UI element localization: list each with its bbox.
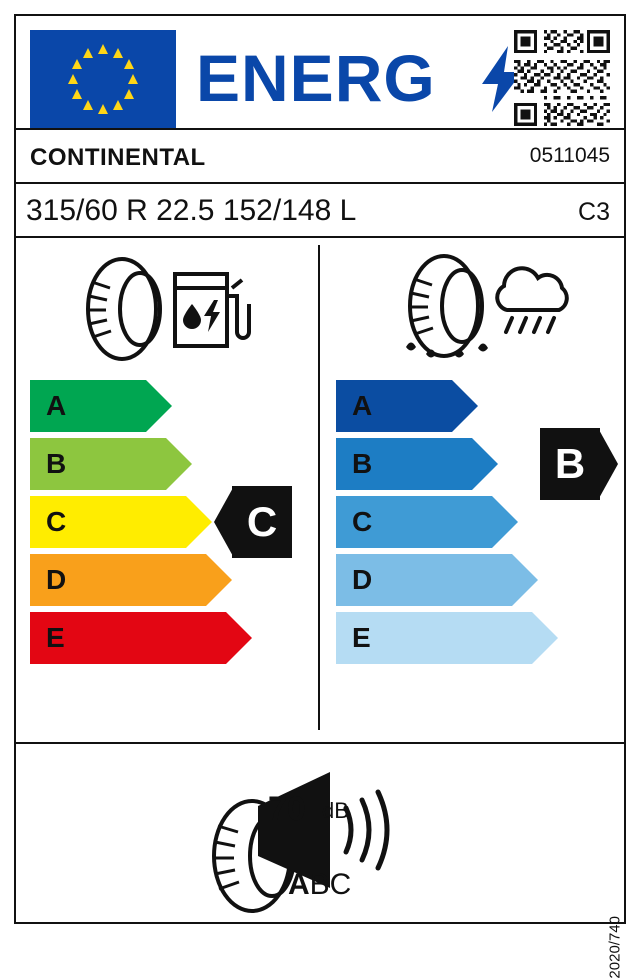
qr-code-icon [514,30,610,126]
label-header [16,16,624,128]
eu-star-icon [113,48,123,58]
eu-star-icon [83,100,93,110]
wet-grade-row [336,554,596,606]
grade-arrow-tip [146,380,172,432]
regulation-reference: 2020/740 [607,916,624,979]
wet-selected-letter: B [554,440,586,487]
wet-selected-marker [540,428,618,500]
noise-class-rest: BC [309,868,352,901]
eu-star-icon [83,48,93,58]
fuel-grade-b [30,438,166,490]
noise-unit: dB [322,798,349,823]
grade-arrow-tip [166,438,192,490]
fuel-selected-letter: C [246,498,278,545]
wet-grade-letter: C [352,506,373,537]
eu-star-icon [68,74,78,84]
eu-star-icon [124,89,134,99]
wet-grade-letter: E [352,622,371,653]
fuel-pump-tyre-icon [80,252,250,362]
noise-section [0,748,640,924]
wet-grade-row [336,380,596,432]
brand-divider [16,182,624,184]
grade-arrow-tip [206,554,232,606]
fuel-grade-letter: B [46,448,67,479]
tyre-class: C3 [578,198,610,226]
fuel-grade-letter: D [46,564,67,595]
fuel-grade-letter: E [46,622,65,653]
grade-arrow-tip [186,496,212,548]
eu-star-icon [113,100,123,110]
eu-star-icon [72,89,82,99]
eu-star-icon [98,44,108,54]
eu-star-icon [124,59,134,69]
fuel-grade-d [30,554,206,606]
fuel-grade-row [30,612,290,664]
fuel-grade-row [30,554,290,606]
wet-grade-b [336,438,472,490]
noise-class-selected: A [288,868,310,901]
tyre-size: 315/60 R 22.5 152/148 L [26,194,357,227]
center-divider [318,245,320,730]
header-divider [16,128,624,130]
product-code: 0511045 [529,144,610,167]
fuel-grade-a [30,380,146,432]
speaker-tyre-icon [200,768,440,928]
noise-value: 70 [268,790,306,828]
noise-divider [16,742,624,744]
wet-grip-scale [336,380,596,670]
eu-flag-icon [30,30,176,128]
grade-arrow-tip [492,496,518,548]
wet-grade-letter: A [352,390,373,421]
eu-star-icon [72,59,82,69]
energy-wordmark: ENERG [196,41,436,115]
wet-grade-row [336,496,596,548]
grade-arrow-tip [226,612,252,664]
wet-grade-letter: D [352,564,373,595]
wet-grade-d [336,554,512,606]
fuel-grade-letter: A [46,390,67,421]
fuel-grade-row [30,438,290,490]
grade-arrow-tip [452,380,478,432]
grade-arrow-tip [472,438,498,490]
brand-name: CONTINENTAL [30,144,206,171]
wet-grade-e [336,612,532,664]
grade-arrow-tip [512,554,538,606]
rain-cloud-tyre-icon [396,252,576,367]
eu-star-icon [128,74,138,84]
grade-arrow-tip [532,612,558,664]
wet-grade-row [336,612,596,664]
fuel-grade-letter: C [46,506,67,537]
wet-grade-letter: B [352,448,373,479]
wet-grade-a [336,380,452,432]
fuel-grade-e [30,612,226,664]
wet-grade-c [336,496,492,548]
size-divider [16,236,624,238]
fuel-grade-row [30,380,290,432]
eu-star-icon [98,104,108,114]
fuel-selected-marker [214,486,292,558]
fuel-grade-c [30,496,186,548]
